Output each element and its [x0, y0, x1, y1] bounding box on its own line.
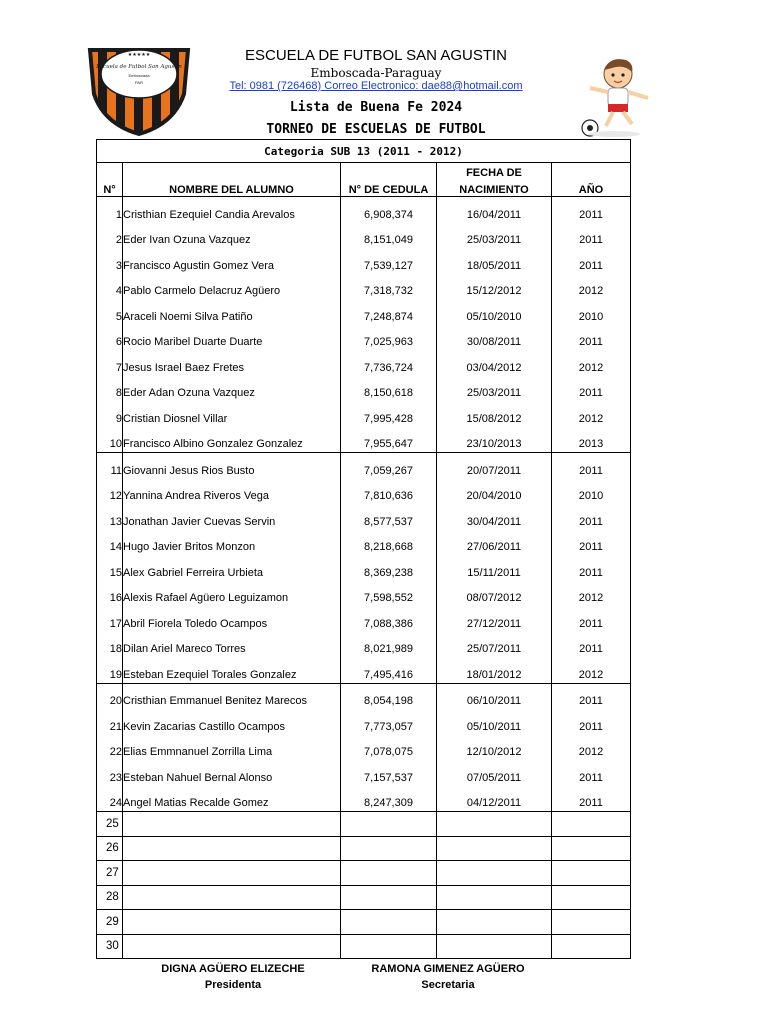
cedula-number: 8,577,537	[341, 504, 437, 530]
birth-year: 2011	[552, 530, 631, 556]
student-name: Jesus Israel Baez Fretes	[123, 350, 341, 376]
school-city: Emboscada-Paraguay	[310, 66, 442, 80]
table-row	[97, 479, 631, 505]
table-row	[97, 401, 631, 427]
row-number: 22	[97, 735, 123, 761]
student-name: Alex Gabriel Ferreira Urbieta	[123, 555, 341, 581]
birth-year: 2011	[552, 504, 631, 530]
birth-date: 18/01/2012	[437, 657, 552, 683]
cedula-number: 8,369,238	[341, 555, 437, 581]
student-name: Jonathan Javier Cuevas Servin	[123, 504, 341, 530]
student-name: Alexis Rafael Agüero Leguizamon	[123, 581, 341, 607]
signature-secretary	[348, 963, 548, 991]
cedula-number: 6,908,374	[341, 197, 437, 223]
svg-text:PAR: PAR	[135, 80, 143, 85]
table-row	[97, 325, 631, 351]
table-row	[97, 555, 631, 581]
header-name: NOMBRE DEL ALUMNO	[123, 163, 341, 197]
table-row	[97, 248, 631, 274]
table-row	[97, 657, 631, 683]
student-name: Eder Adan Ozuna Vazquez	[123, 376, 341, 402]
tournament-title: TORNEO DE ESCUELAS DE FUTBOL	[266, 122, 486, 137]
empty-row	[97, 836, 631, 861]
cedula-number: 8,150,618	[341, 376, 437, 402]
cedula-number: 7,078,075	[341, 735, 437, 761]
header-birthdate	[437, 163, 552, 197]
empty-cell	[552, 934, 631, 959]
cedula-number: 7,598,552	[341, 581, 437, 607]
row-number: 6	[97, 325, 123, 351]
row-number: 3	[97, 248, 123, 274]
birth-date: 04/12/2011	[437, 786, 552, 812]
empty-cell	[552, 812, 631, 837]
birth-year: 2012	[552, 350, 631, 376]
birth-date: 25/03/2011	[437, 376, 552, 402]
empty-cell	[341, 861, 437, 886]
birth-year: 2011	[552, 453, 631, 479]
header-num: N°	[97, 163, 123, 197]
birth-year: 2011	[552, 709, 631, 735]
cedula-number: 8,247,309	[341, 786, 437, 812]
row-number: 14	[97, 530, 123, 556]
cedula-number: 7,248,874	[341, 299, 437, 325]
student-name: Kevin Zacarias Castillo Ocampos	[123, 709, 341, 735]
row-number: 27	[97, 861, 123, 886]
cedula-number: 7,495,416	[341, 657, 437, 683]
row-number: 29	[97, 910, 123, 935]
empty-row	[97, 812, 631, 837]
table-row	[97, 606, 631, 632]
empty-cell	[123, 812, 341, 837]
cedula-number: 7,025,963	[341, 325, 437, 351]
row-number: 4	[97, 274, 123, 300]
empty-cell	[437, 861, 552, 886]
table-row	[97, 760, 631, 786]
student-name: Giovanni Jesus Rios Busto	[123, 453, 341, 479]
table-row	[97, 581, 631, 607]
table-row	[97, 530, 631, 556]
student-name: Araceli Noemi Silva Patiño	[123, 299, 341, 325]
cedula-number: 8,218,668	[341, 530, 437, 556]
empty-cell	[552, 885, 631, 910]
birth-date: 15/08/2012	[437, 401, 552, 427]
school-name: ESCUELA DE FUTBOL SAN AGUSTIN	[244, 47, 507, 64]
table-row	[97, 504, 631, 530]
student-name: Esteban Nahuel Bernal Alonso	[123, 760, 341, 786]
empty-cell	[437, 812, 552, 837]
cedula-number: 7,773,057	[341, 709, 437, 735]
empty-cell	[123, 934, 341, 959]
birth-year: 2011	[552, 786, 631, 812]
table-row	[97, 376, 631, 402]
row-number: 11	[97, 453, 123, 479]
birth-year: 2011	[552, 606, 631, 632]
empty-cell	[341, 910, 437, 935]
cedula-number: 7,059,267	[341, 453, 437, 479]
birth-year: 2013	[552, 427, 631, 453]
roster-body	[97, 197, 631, 959]
birth-year: 2011	[552, 197, 631, 223]
student-name: Angel Matias Recalde Gomez	[123, 786, 341, 812]
club-logo	[84, 44, 194, 136]
table-row	[97, 786, 631, 812]
table-row	[97, 427, 631, 453]
list-title: Lista de Buena Fe 2024	[289, 100, 463, 115]
birth-date: 18/05/2011	[437, 248, 552, 274]
student-name: Hugo Javier Britos Monzon	[123, 530, 341, 556]
table-row	[97, 274, 631, 300]
birth-date: 05/10/2010	[437, 299, 552, 325]
cedula-number: 8,054,198	[341, 683, 437, 709]
student-name: Rocio Maribel Duarte Duarte	[123, 325, 341, 351]
contact-link[interactable]: Tel: 0981 (726468) Correo Electronico: dae88@hotmail.com	[229, 80, 523, 92]
table-row	[97, 453, 631, 479]
row-number: 16	[97, 581, 123, 607]
student-name: Eder Ivan Ozuna Vazquez	[123, 223, 341, 249]
svg-text:Escuela de Futbol San Agustin: Escuela de Futbol San Agustin	[96, 64, 182, 70]
student-name: Pablo Carmelo Delacruz Agüero	[123, 274, 341, 300]
table-row	[97, 299, 631, 325]
signature-role: Presidenta	[204, 979, 262, 991]
empty-row	[97, 861, 631, 886]
birth-year: 2012	[552, 581, 631, 607]
cedula-number: 7,539,127	[341, 248, 437, 274]
signature-role: Secretaria	[421, 979, 475, 991]
birth-date: 05/10/2011	[437, 709, 552, 735]
empty-cell	[552, 836, 631, 861]
student-name: Elias Emmnanuel Zorrilla Lima	[123, 735, 341, 761]
birth-date: 20/07/2011	[437, 453, 552, 479]
birth-date: 06/10/2011	[437, 683, 552, 709]
row-number: 20	[97, 683, 123, 709]
birth-date: 27/06/2011	[437, 530, 552, 556]
table-row	[97, 197, 631, 223]
birth-year: 2012	[552, 401, 631, 427]
empty-cell	[341, 885, 437, 910]
kid-football-icon	[576, 54, 656, 138]
signature-president	[133, 963, 333, 991]
header-birthdate-line1: FECHA DE	[466, 167, 522, 179]
birth-year: 2011	[552, 632, 631, 658]
empty-cell	[437, 910, 552, 935]
row-number: 12	[97, 479, 123, 505]
row-number: 2	[97, 223, 123, 249]
empty-cell	[437, 934, 552, 959]
row-number: 17	[97, 606, 123, 632]
row-number: 21	[97, 709, 123, 735]
birth-date: 15/11/2011	[437, 555, 552, 581]
row-number: 23	[97, 760, 123, 786]
row-number: 30	[97, 934, 123, 959]
birth-date: 30/08/2011	[437, 325, 552, 351]
birth-date: 07/05/2011	[437, 760, 552, 786]
svg-text:Emboscada: Emboscada	[128, 73, 150, 78]
birth-date: 03/04/2012	[437, 350, 552, 376]
empty-cell	[341, 812, 437, 837]
empty-row	[97, 934, 631, 959]
student-name: Francisco Agustin Gomez Vera	[123, 248, 341, 274]
student-name: Dilan Ariel Mareco Torres	[123, 632, 341, 658]
student-name: Cristian Diosnel Villar	[123, 401, 341, 427]
svg-text:★★★★★: ★★★★★	[127, 52, 151, 58]
birth-date: 25/03/2011	[437, 223, 552, 249]
cedula-number: 7,088,386	[341, 606, 437, 632]
birth-date: 23/10/2013	[437, 427, 552, 453]
birth-year: 2010	[552, 299, 631, 325]
roster-table	[96, 139, 631, 959]
row-number: 5	[97, 299, 123, 325]
header-birthdate-line2: NACIMIENTO	[459, 184, 529, 196]
birth-date: 16/04/2011	[437, 197, 552, 223]
birth-date: 08/07/2012	[437, 581, 552, 607]
row-number: 19	[97, 657, 123, 683]
student-name: Esteban Ezequiel Torales Gonzalez	[123, 657, 341, 683]
row-number: 15	[97, 555, 123, 581]
table-row	[97, 632, 631, 658]
birth-date: 12/10/2012	[437, 735, 552, 761]
empty-cell	[123, 910, 341, 935]
row-number: 10	[97, 427, 123, 453]
cedula-number: 7,157,537	[341, 760, 437, 786]
cedula-number: 7,955,647	[341, 427, 437, 453]
cedula-number: 7,318,732	[341, 274, 437, 300]
student-name: Francisco Albino Gonzalez Gonzalez	[123, 427, 341, 453]
birth-year: 2011	[552, 223, 631, 249]
empty-cell	[437, 836, 552, 861]
signature-name: RAMONA GIMENEZ AGÜERO	[371, 963, 525, 975]
cedula-number: 7,810,636	[341, 479, 437, 505]
table-row	[97, 223, 631, 249]
row-number: 24	[97, 786, 123, 812]
birth-year: 2011	[552, 325, 631, 351]
empty-cell	[123, 836, 341, 861]
empty-cell	[552, 910, 631, 935]
table-row	[97, 683, 631, 709]
birth-year: 2012	[552, 657, 631, 683]
birth-date: 15/12/2012	[437, 274, 552, 300]
empty-cell	[552, 861, 631, 886]
student-name: Cristhian Emmanuel Benitez Marecos	[123, 683, 341, 709]
student-name: Abril Fiorela Toledo Ocampos	[123, 606, 341, 632]
category-title: Categoria SUB 13 (2011 - 2012)	[97, 140, 631, 163]
empty-row	[97, 910, 631, 935]
birth-year: 2011	[552, 683, 631, 709]
cedula-number: 8,151,049	[341, 223, 437, 249]
empty-cell	[437, 885, 552, 910]
birth-year: 2012	[552, 274, 631, 300]
table-row	[97, 350, 631, 376]
row-number: 8	[97, 376, 123, 402]
birth-year: 2011	[552, 376, 631, 402]
header-year: AÑO	[552, 163, 631, 197]
empty-cell	[123, 885, 341, 910]
header-cedula: N° DE CEDULA	[341, 163, 437, 197]
row-number: 28	[97, 885, 123, 910]
empty-cell	[341, 836, 437, 861]
table-row	[97, 709, 631, 735]
row-number: 1	[97, 197, 123, 223]
birth-year: 2010	[552, 479, 631, 505]
student-name: Yannina Andrea Riveros Vega	[123, 479, 341, 505]
row-number: 7	[97, 350, 123, 376]
cedula-number: 7,995,428	[341, 401, 437, 427]
row-number: 13	[97, 504, 123, 530]
birth-year: 2012	[552, 735, 631, 761]
birth-date: 20/04/2010	[437, 479, 552, 505]
cedula-number: 7,736,724	[341, 350, 437, 376]
table-row	[97, 735, 631, 761]
birth-year: 2011	[552, 248, 631, 274]
row-number: 25	[97, 812, 123, 837]
birth-date: 27/12/2011	[437, 606, 552, 632]
birth-year: 2011	[552, 760, 631, 786]
row-number: 26	[97, 836, 123, 861]
empty-cell	[123, 861, 341, 886]
birth-date: 30/04/2011	[437, 504, 552, 530]
row-number: 18	[97, 632, 123, 658]
student-name: Cristhian Ezequiel Candia Arevalos	[123, 197, 341, 223]
birth-year: 2011	[552, 555, 631, 581]
row-number: 9	[97, 401, 123, 427]
empty-cell	[341, 934, 437, 959]
empty-row	[97, 885, 631, 910]
cedula-number: 8,021,989	[341, 632, 437, 658]
birth-date: 25/07/2011	[437, 632, 552, 658]
signature-name: DIGNA AGÜERO ELIZECHE	[161, 963, 305, 975]
